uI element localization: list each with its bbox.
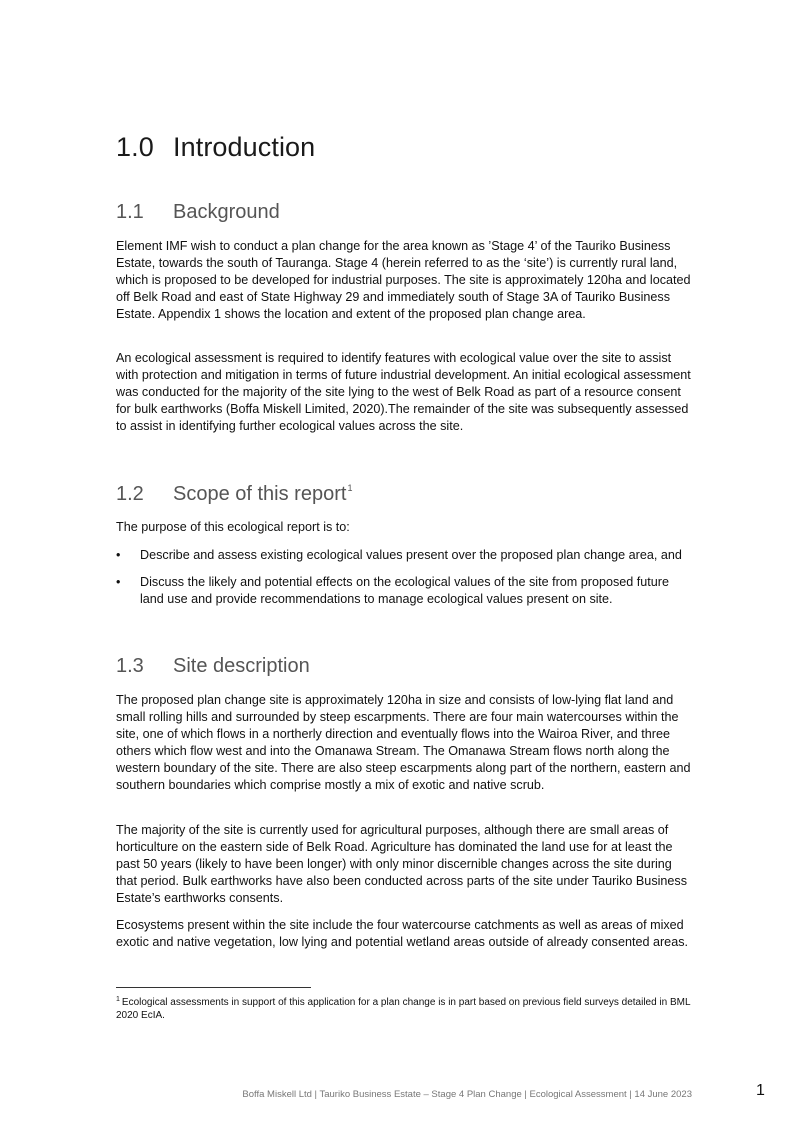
footnote-reference: 1 (347, 483, 353, 493)
site-paragraph-1: The proposed plan change site is approximately 120ha in size and consists of low-lying flat land and small rolling hills and surrounded by steep escarpments. There are four main watercourses within the site, one of which flows in a northerly direction and eventually flows into the Wairoa River, and three others which flow west and into the Omanawa Stream. The Omanawa Stream flows north along the western boundary of the site. There are also steep escarpments along part of the northern, eastern and southern boundaries which comprise mostly a mix of exotic and native scrub. (116, 693, 691, 792)
site-paragraph-3: Ecosystems present within the site include the four watercourse catchments as well as areas of mixed exotic and native vegetation, low lying and potential wetland areas outside of already consented areas. (116, 918, 688, 949)
bullet-icon: • (116, 548, 121, 562)
list-item-text: Describe and assess existing ecological values present over the proposed plan change area, and (140, 548, 682, 562)
section-number: 1.3 (116, 655, 144, 677)
list-item (116, 547, 696, 564)
section-heading-background (116, 201, 280, 224)
section-heading-site-description (116, 655, 310, 678)
section-number: 1.2 (116, 483, 144, 505)
section-heading-scope (116, 483, 352, 506)
page-number: 1 (756, 1082, 765, 1099)
site-paragraph-2: The majority of the site is currently used for agricultural purposes, although there are small areas of horticulture on the eastern side of Belk Road. Agriculture has dominated the land use for at least the past 50 years (likely to have been longer) with only minor discernible changes across the site during that period. Bulk earthworks have also been conducted across parts of the site under Tauriko Business Estate’s earthworks consents. (116, 823, 688, 905)
chapter-heading (116, 132, 315, 163)
list-item-text: Discuss the likely and potential effects on the ecological values of the site from proposed future land use and provide recommendations to manage ecological values present on site. (140, 575, 670, 606)
background-paragraph-1: Element IMF wish to conduct a plan change for the area known as ’Stage 4’ of the Tauriko Business Estate, towards the south of Tauranga. Stage 4 (herein referred to as the ‘site’) is currently rural land, which is proposed to be developed for industrial purposes. The site is approximately 120ha and located off Belk Road and east of State Highway 29 and immediately south of Stage 3A of Tauriko Business Estate. Appendix 1 shows the location and extent of the proposed plan change area. (116, 239, 691, 321)
section-number: 1.1 (116, 201, 144, 223)
footnote-text: Ecological assessments in support of this application for a plan change is in part based on previous field surveys detailed in BML 2020 EcIA. (116, 997, 691, 1021)
section-title: Site description (173, 655, 310, 677)
chapter-number: 1.0 (116, 132, 154, 162)
scope-bullet-list (116, 547, 696, 618)
background-paragraph-2: An ecological assessment is required to identify features with ecological value over the site to assist with protection and mitigation in terms of future industrial development. An initial ecological assessment was conducted for the majority of the site lying to the west of Belk Road as part of a resource consent for bulk earthworks (Boffa Miskell Limited, 2020).The remainder of the site was subsequently assessed to assist in identifying further ecological values across the site. (116, 351, 691, 433)
section-title: Background (173, 201, 280, 223)
list-item (116, 574, 696, 608)
scope-intro: The purpose of this ecological report is to: (116, 520, 350, 534)
footnote-divider (116, 987, 311, 988)
chapter-title: Introduction (173, 132, 316, 162)
page-footer: Boffa Miskell Ltd | Tauriko Business Estate – Stage 4 Plan Change | Ecological Assessment | 14 June 2023 (242, 1089, 692, 1100)
bullet-icon: • (116, 575, 121, 589)
footnote-number: 1 (116, 996, 120, 1003)
footnote (116, 994, 696, 1022)
section-title: Scope of this report (173, 483, 347, 505)
